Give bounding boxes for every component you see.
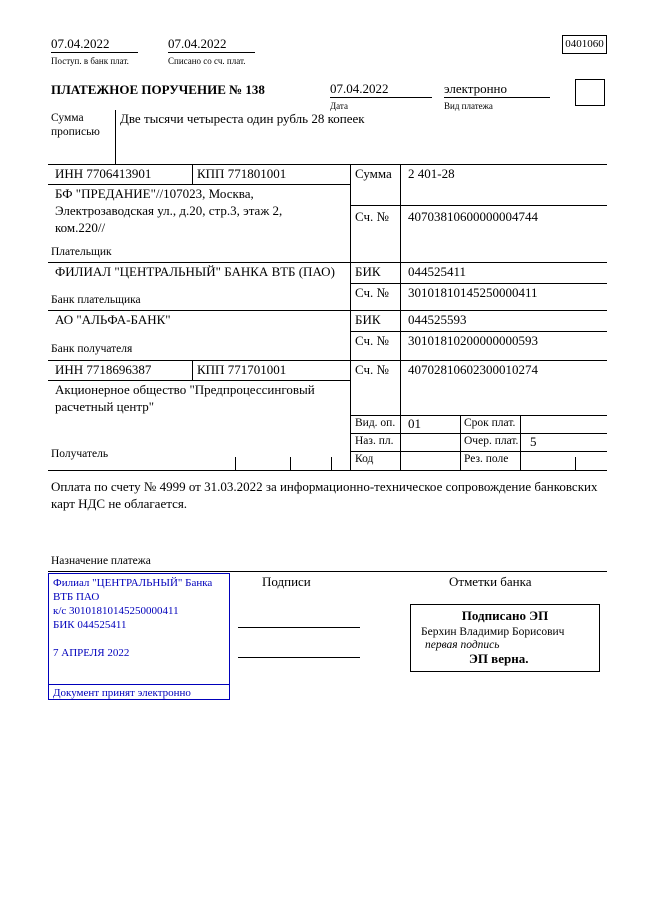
naz-pl-label: Наз. пл. <box>355 435 394 447</box>
payment-kind-value: электронно <box>444 81 508 96</box>
payer-account-value: 40703810600000004744 <box>408 209 538 224</box>
payee-bank-bik-label: БИК <box>355 312 381 327</box>
divider <box>350 451 607 452</box>
divider <box>115 110 116 164</box>
bank-stamp-date: 7 АПРЕЛЯ 2022 <box>53 647 130 659</box>
date-debited-label: Списано со сч. плат. <box>168 56 246 66</box>
signature-line <box>238 657 360 658</box>
divider <box>192 360 193 380</box>
document-date-underline <box>330 97 432 98</box>
divider <box>48 310 607 311</box>
bank-marks-box <box>410 604 600 672</box>
document-date-label: Дата <box>330 101 348 111</box>
esign-title: Подписано ЭП <box>461 608 549 623</box>
payee-kpp: КПП 771701001 <box>197 362 287 377</box>
ocher-plat-label: Очер. плат. <box>464 435 519 447</box>
payee-name: Акционерное общество "Предпроцессинговый расчетный центр" <box>55 382 315 414</box>
divider <box>48 571 607 572</box>
payer-bank-bik-label: БИК <box>355 264 381 279</box>
esign-signer: Берхин Владимир Борисович <box>421 626 565 638</box>
divider <box>235 457 236 470</box>
payer-name: БФ "ПРЕДАНИЕ"//107023, Москва, Электрозаводская ул., д.20, стр.3, этаж 2, ком.220// <box>55 186 283 235</box>
bank-marks-heading: Отметки банка <box>449 574 532 589</box>
divider <box>48 164 607 165</box>
document-title: ПЛАТЕЖНОЕ ПОРУЧЕНИЕ № 138 <box>51 82 265 97</box>
date-received-underline <box>51 52 138 53</box>
signatures-heading: Подписи <box>262 574 311 589</box>
payee-bank-name: АО "АЛЬФА-БАНК" <box>55 312 171 327</box>
divider <box>48 184 350 185</box>
signature-line <box>238 627 360 628</box>
divider <box>350 283 607 284</box>
payee-bank-account-value: 30101810200000000593 <box>408 333 538 348</box>
divider <box>350 415 607 416</box>
payment-kind-label: Вид платежа <box>444 101 493 111</box>
payer-bank-section-label: Банк плательщика <box>51 294 141 306</box>
bank-stamp-box <box>48 573 230 700</box>
payee-account-value: 40702810602300010274 <box>408 362 538 377</box>
bank-stamp-line: к/с 30101810145250000411 <box>53 605 179 617</box>
date-received-label: Поступ. в банк плат. <box>51 56 129 66</box>
kod-label: Код <box>355 453 374 465</box>
bank-stamp-line: Филиал "ЦЕНТРАЛЬНЫЙ" Банка <box>53 577 213 589</box>
divider <box>350 164 351 470</box>
payer-bank-name: ФИЛИАЛ "ЦЕНТРАЛЬНЫЙ" БАНКА ВТБ (ПАО) <box>55 264 335 279</box>
srok-plat-label: Срок плат. <box>464 417 516 429</box>
bank-stamp-line: ВТБ ПАО <box>53 591 100 603</box>
payee-inn: ИНН 7718696387 <box>55 362 152 377</box>
amount-in-words-value: Две тысячи четыреста один рубль 28 копеек <box>120 111 365 126</box>
esign-note: первая подпись <box>425 639 500 651</box>
divider <box>48 360 607 361</box>
payer-section-label: Плательщик <box>51 246 112 258</box>
payee-account-label: Сч. № <box>355 362 389 377</box>
divider <box>49 684 229 685</box>
divider <box>350 205 607 206</box>
payee-bank-account-label: Сч. № <box>355 333 389 348</box>
bank-stamp-line: БИК 044525411 <box>53 619 127 631</box>
date-debited-value: 07.04.2022 <box>168 36 227 51</box>
date-debited-underline <box>168 52 255 53</box>
rez-pole-label: Рез. поле <box>464 453 509 465</box>
divider <box>350 433 607 434</box>
payer-inn: ИНН 7706413901 <box>55 166 152 181</box>
ocher-plat-value: 5 <box>530 434 537 449</box>
divider <box>48 262 607 263</box>
sum-value: 2 401-28 <box>408 166 455 181</box>
form-code-box: 0401060 <box>562 35 607 54</box>
date-received-value: 07.04.2022 <box>51 36 110 51</box>
payer-bank-bik-value: 044525411 <box>408 264 467 279</box>
divider <box>48 380 350 381</box>
status-code-box <box>575 79 605 106</box>
vid-op-value: 01 <box>408 416 421 431</box>
divider <box>290 457 291 470</box>
divider <box>460 415 461 470</box>
payer-bank-account-label: Сч. № <box>355 285 389 300</box>
esign-verdict: ЭП верна. <box>469 651 529 666</box>
amount-in-words-label: Сумма прописью <box>51 112 100 138</box>
payee-section-label: Получатель <box>51 448 109 460</box>
vid-op-label: Вид. оп. <box>355 417 396 429</box>
payment-purpose-text: Оплата по счету № 4999 от 31.03.2022 за информационно-техническое сопровождение банковских карт НДС не облагается. <box>51 479 598 511</box>
sum-label: Сумма <box>355 166 392 181</box>
divider <box>350 331 607 332</box>
payee-bank-bik-value: 044525593 <box>408 312 467 327</box>
payment-kind-underline <box>444 97 550 98</box>
payment-purpose-label: Назначение платежа <box>51 555 151 567</box>
bank-stamp-footer: Документ принят электронно <box>53 687 191 699</box>
divider <box>331 457 332 470</box>
divider <box>400 164 401 470</box>
divider <box>520 415 521 470</box>
divider <box>192 164 193 184</box>
document-date-value: 07.04.2022 <box>330 81 389 96</box>
divider <box>575 457 576 470</box>
divider <box>48 470 607 471</box>
payer-bank-account-value: 30101810145250000411 <box>408 285 538 300</box>
payer-kpp: КПП 771801001 <box>197 166 287 181</box>
payee-bank-section-label: Банк получателя <box>51 343 133 355</box>
payer-account-label: Сч. № <box>355 209 389 224</box>
